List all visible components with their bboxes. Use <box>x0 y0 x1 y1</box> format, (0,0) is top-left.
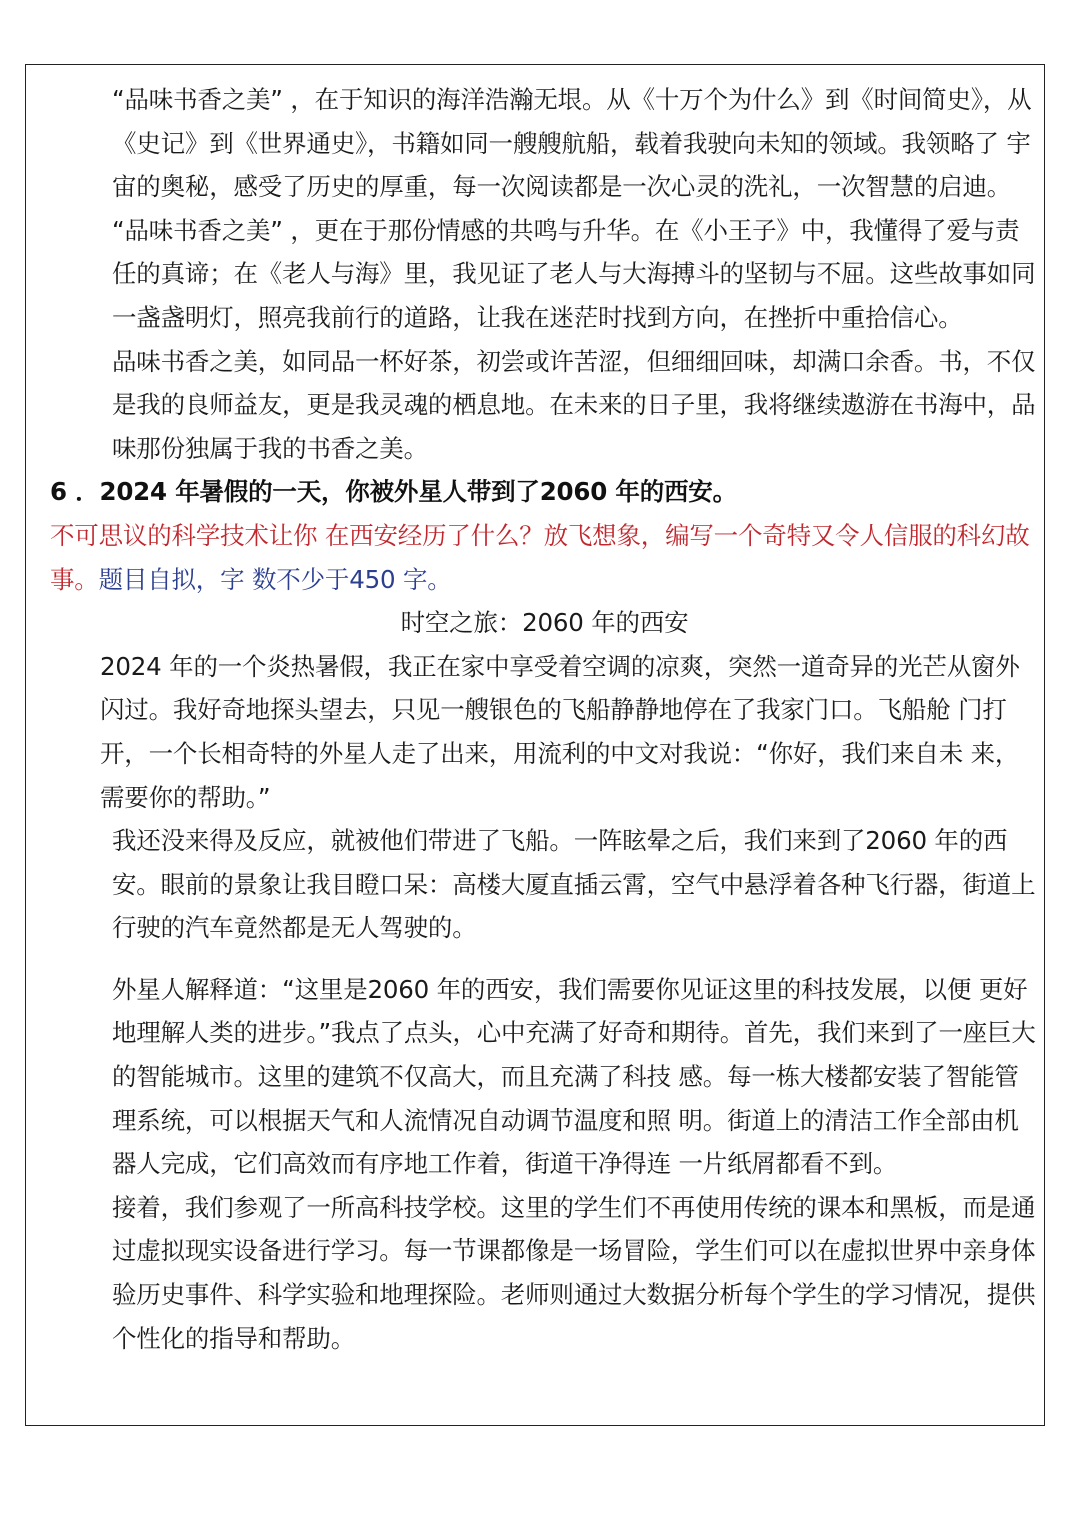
essay2-paragraph-1: 2024 年的一个炎热暑假，我正在家中享受着空调的凉爽，突然一道奇异的光芒从窗外闪过。我好奇地探头望去，只见一艘银色的飞船静静地停在了我家门口。飞船舱 门打开，一个长相奇特的外星人走了出来，用流利的中文对我说：“你好，我们来自未 来，需要你的帮助。” <box>100 651 1020 812</box>
question-6-prompt <box>50 514 1037 601</box>
essay2-title: 时空之旅：2060 年的西安 <box>400 608 689 638</box>
essay1-paragraph-2: “品味书香之美” ，更在于那份情感的共鸣与升华。在《小王子》中，我懂得了爱与责任的真谛；在《老人与海》里，我见证了老人与大海搏斗的坚韧与不屈。这些故事如同一盏盏明灯，照亮我前行的道路，让我在迷茫时找到方向，在挫折中重拾信心。 <box>112 215 1036 332</box>
essay2-paragraph-2: 我还没来得及反应，就被他们带进了飞船。一阵眩晕之后，我们来到了2060 年的西安。眼前的景象让我目瞪口呆：高楼大厦直插云霄，空气中悬浮着各种飞行器，街道上行驶的汽车竟然都是无人驾驶的。 <box>112 826 1036 943</box>
essay1-paragraph-1: “品味书香之美” ，在于知识的海洋浩瀚无垠。从《十万个为什么》到《时间简史》，从《史记》到《世界通史》，书籍如同一艘艘航船，载着我驶向未知的领域。我领略了 宇宙的奥秘，感受了历史的厚重，每一次阅读都是一次心灵的洗礼，一次智慧的启迪。 <box>112 85 1032 202</box>
question-6-prompt-red: 不可思议的科学技术让你 在西安经历了什么？放飞想象，编写一个奇特又令人信服的科幻故事。 <box>50 520 1030 594</box>
document-body <box>52 78 1037 1360</box>
question-6-prompt-blue: 题目自拟，字 数不少于450 字。 <box>98 564 452 594</box>
essay2-paragraph-4: 接着，我们参观了一所高科技学校。这里的学生们不再使用传统的课本和黑板，而是通过虚拟现实设备进行学习。每一节课都像是一场冒险，学生们可以在虚拟世界中亲身体验历史事件、科学实验和地理探险。老师则通过大数据分析每个学生的学习情况，提供个性化的指导和帮助。 <box>112 1192 1036 1353</box>
question-6-heading: 6 ．2024 年暑假的一天，你被外星人带到了2060 年的西安。 <box>50 477 737 507</box>
essay2-paragraph-3: 外星人解释道：“这里是2060 年的西安，我们需要你见证这里的科技发展，以便 更好地理解人类的进步。”我点了点头，心中充满了好奇和期待。首先，我们来到了一座巨大的智能城市。这里的建筑不仅高大，而且充满了科技 感。每一栋大楼都安装了智能管理系统，可以根据天气和人流情况自动调节温度和照 明。街道上的清洁工作全部由机器人完成，它们高效而有序地工作着，街道干净得连 一片纸屑都看不到。 <box>112 974 1036 1179</box>
essay1-paragraph-3: 品味书香之美，如同品一杯好茶，初尝或许苦涩，但细细回味，却满口余香。书，不仅是我的良师益友，更是我灵魂的栖息地。在未来的日子里，我将继续遨游在书海中，品味那份独属于我的书香之美。 <box>112 346 1036 463</box>
